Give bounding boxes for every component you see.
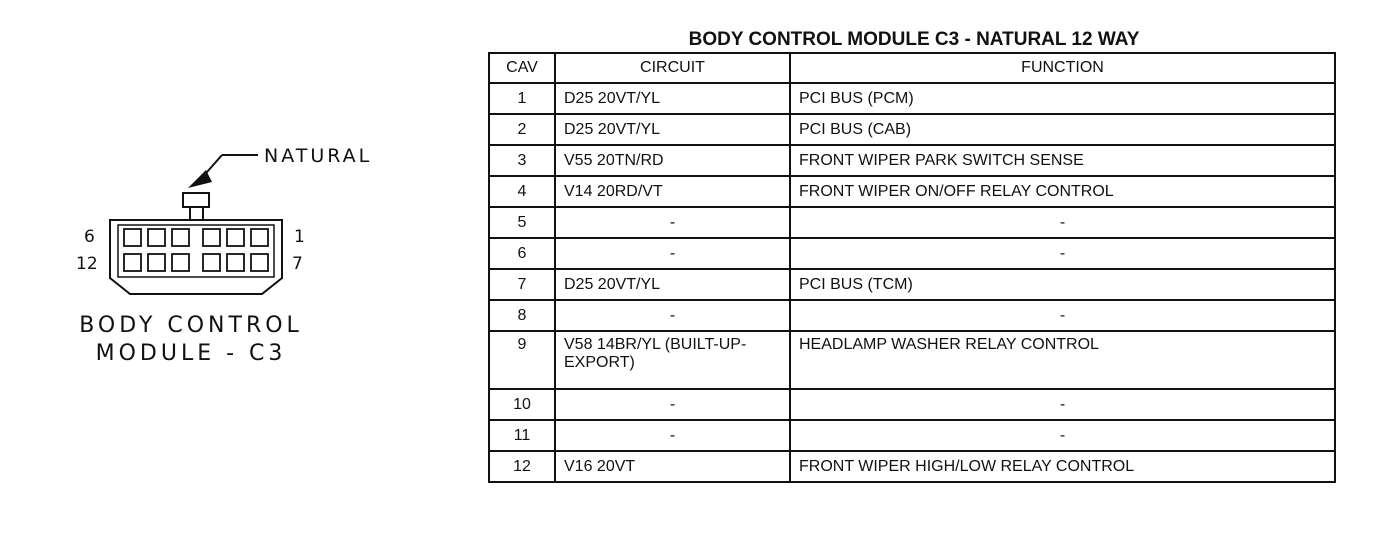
- cav-cell: 2: [489, 114, 555, 145]
- function-cell: -: [790, 207, 1335, 238]
- function-cell: PCI BUS (TCM): [790, 269, 1335, 300]
- table-header-row: [489, 53, 1335, 83]
- function-cell: HEADLAMP WASHER RELAY CONTROL: [790, 331, 1335, 389]
- pin-number-top-right: 1: [294, 227, 305, 247]
- table-row: [489, 389, 1335, 420]
- pin-number-bottom-right: 7: [292, 254, 303, 274]
- circuit-cell: V55 20TN/RD: [555, 145, 790, 176]
- circuit-cell: D25 20VT/YL: [555, 83, 790, 114]
- function-cell: FRONT WIPER ON/OFF RELAY CONTROL: [790, 176, 1335, 207]
- pin-number-bottom-left: 12: [76, 254, 98, 274]
- cav-cell: 3: [489, 145, 555, 176]
- table-row: [489, 114, 1335, 145]
- function-cell: FRONT WIPER PARK SWITCH SENSE: [790, 145, 1335, 176]
- function-cell: FRONT WIPER HIGH/LOW RELAY CONTROL: [790, 451, 1335, 482]
- circuit-cell: D25 20VT/YL: [555, 114, 790, 145]
- cav-cell: 9: [489, 331, 555, 389]
- function-cell: -: [790, 300, 1335, 331]
- cav-cell: 7: [489, 269, 555, 300]
- circuit-cell: V16 20VT: [555, 451, 790, 482]
- connector-name-line-2: MODULE - C3: [95, 341, 287, 366]
- circuit-cell: -: [555, 207, 790, 238]
- pinout-table: [488, 52, 1336, 483]
- table-row: [489, 176, 1335, 207]
- circuit-cell: V58 14BR/YL (BUILT-UP-EXPORT): [555, 331, 790, 389]
- cav-cell: 10: [489, 389, 555, 420]
- cav-cell: 1: [489, 83, 555, 114]
- function-cell: -: [790, 420, 1335, 451]
- table-row: [489, 269, 1335, 300]
- table-row: [489, 331, 1335, 389]
- pin-number-top-left: 6: [84, 227, 95, 247]
- cav-cell: 5: [489, 207, 555, 238]
- connector-latch: [183, 193, 209, 207]
- table-row: [489, 207, 1335, 238]
- connector-face-drawing: [0, 0, 480, 534]
- table-row: [489, 300, 1335, 331]
- table-row: [489, 420, 1335, 451]
- pinout-table-section: [488, 28, 1334, 483]
- circuit-cell: -: [555, 420, 790, 451]
- leader-arrowhead: [188, 170, 212, 188]
- cav-cell: 6: [489, 238, 555, 269]
- cav-cell: 4: [489, 176, 555, 207]
- circuit-cell: -: [555, 300, 790, 331]
- connector-name-line-1: BODY CONTROL: [79, 313, 303, 338]
- table-row: [489, 238, 1335, 269]
- connector-diagram: [0, 0, 480, 534]
- function-cell: PCI BUS (CAB): [790, 114, 1335, 145]
- table-row: [489, 83, 1335, 114]
- table-title: BODY CONTROL MODULE C3 - NATURAL 12 WAY: [688, 29, 1140, 50]
- header-circuit: CIRCUIT: [555, 53, 790, 83]
- circuit-cell: -: [555, 238, 790, 269]
- connector-color-label: NATURAL: [264, 145, 373, 167]
- function-cell: -: [790, 389, 1335, 420]
- header-cav: CAV: [489, 53, 555, 83]
- function-cell: PCI BUS (PCM): [790, 83, 1335, 114]
- connector-name: [60, 312, 322, 368]
- table-row: [489, 451, 1335, 482]
- function-cell: -: [790, 238, 1335, 269]
- header-function: FUNCTION: [790, 53, 1335, 83]
- circuit-cell: V14 20RD/VT: [555, 176, 790, 207]
- table-row: [489, 145, 1335, 176]
- cav-cell: 11: [489, 420, 555, 451]
- cav-cell: 8: [489, 300, 555, 331]
- circuit-cell: D25 20VT/YL: [555, 269, 790, 300]
- cav-cell: 12: [489, 451, 555, 482]
- circuit-cell: -: [555, 389, 790, 420]
